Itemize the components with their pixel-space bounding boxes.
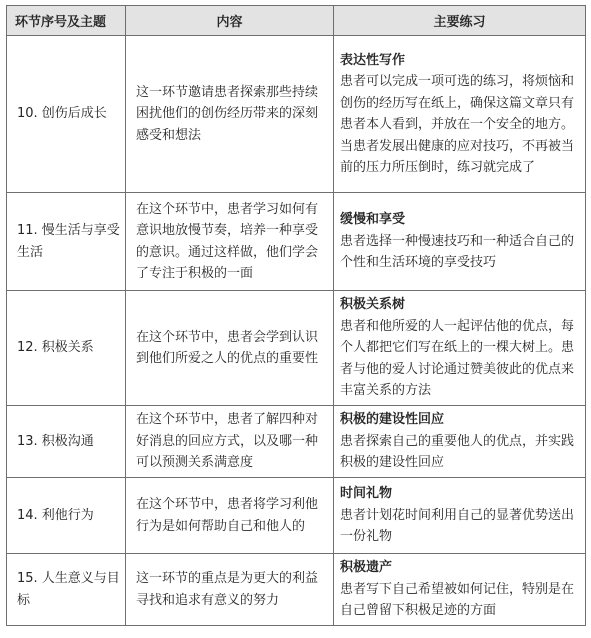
exercise-title: 时间礼物 xyxy=(340,486,393,502)
session-content: 这一环节的重点是为更大的利益寻找和追求有意义的努力 xyxy=(126,554,334,626)
header-topic: 环节序号及主题 xyxy=(7,6,126,36)
session-topic xyxy=(7,36,126,193)
table-row xyxy=(7,554,586,626)
exercise-title: 缓慢和享受 xyxy=(340,212,406,228)
session-topic xyxy=(7,554,126,626)
table-row xyxy=(7,193,586,291)
exercise-title: 积极关系树 xyxy=(340,297,406,313)
exercise-description: 患者写下自己希望被如何记住，特别是在自己曾留下积极足迹的方面 xyxy=(340,581,575,619)
session-content: 这一环节邀请患者探索那些持续困扰他们的创伤经历带来的深刻感受和想法 xyxy=(126,36,334,193)
session-topic xyxy=(7,291,126,406)
session-exercise xyxy=(334,193,586,291)
topic-text: 15. 人生意义与目标 xyxy=(17,571,120,608)
exercise-description: 患者选择一种慢速技巧和一种适合自己的个性和生活环境的享受技巧 xyxy=(340,233,575,271)
session-content: 在这个环节中，患者了解四种对好消息的回应方式，以及哪一种可以预测关系满意度 xyxy=(126,406,334,478)
table-row xyxy=(7,478,586,554)
session-exercise xyxy=(334,291,586,406)
sessions-table xyxy=(6,5,586,626)
session-topic xyxy=(7,193,126,291)
table-row xyxy=(7,36,586,193)
topic-text: 14. 利他行为 xyxy=(17,507,94,523)
session-topic xyxy=(7,478,126,554)
topic-text: 12. 积极关系 xyxy=(17,340,94,356)
header-content: 内容 xyxy=(126,6,334,36)
exercise-title: 表达性写作 xyxy=(340,52,406,68)
session-content: 在这个环节中，患者将学习利他行为是如何帮助自己和他人的 xyxy=(126,478,334,554)
table-row xyxy=(7,406,586,478)
exercise-description: 患者计划花时间利用自己的显著优势送出一份礼物 xyxy=(340,507,575,545)
session-topic xyxy=(7,406,126,478)
session-content: 在这个环节中，患者会学到认识到他们所爱之人的优点的重要性 xyxy=(126,291,334,406)
exercise-description: 患者可以完成一项可选的练习，将烦恼和创伤的经历写在纸上，确保这篇文章只有患者本人看到，并放在一个安全的地方。当患者发展出健康的应对技巧，不再被当前的压力所压倒时，练习就完成了 xyxy=(340,74,575,175)
session-exercise xyxy=(334,36,586,193)
exercise-title: 积极遗产 xyxy=(340,560,393,576)
topic-text: 13. 积极沟通 xyxy=(17,433,94,449)
session-content: 在这个环节中，患者学习如何有意识地放慢节奏，培养一种享受的意识。通过这样做，他们学会了专注于积极的一面 xyxy=(126,193,334,291)
session-exercise xyxy=(334,406,586,478)
session-exercise xyxy=(334,478,586,554)
exercise-description: 患者和他所爱的人一起评估他的优点，每个人都把它们写在纸上的一棵大树上。患者与他的爱人讨论通过赞美彼此的优点来丰富关系的方法 xyxy=(340,318,575,399)
header-row xyxy=(7,6,586,36)
table-row xyxy=(7,291,586,406)
header-exercise: 主要练习 xyxy=(334,6,586,36)
topic-text: 10. 创伤后成长 xyxy=(17,106,107,122)
topic-text: 11. 慢生活与享受生活 xyxy=(17,223,120,260)
session-exercise xyxy=(334,554,586,626)
exercise-title: 积极的建设性回应 xyxy=(340,412,445,428)
exercise-description: 患者探索自己的重要他人的优点，并实践积极的建设性回应 xyxy=(340,433,575,471)
